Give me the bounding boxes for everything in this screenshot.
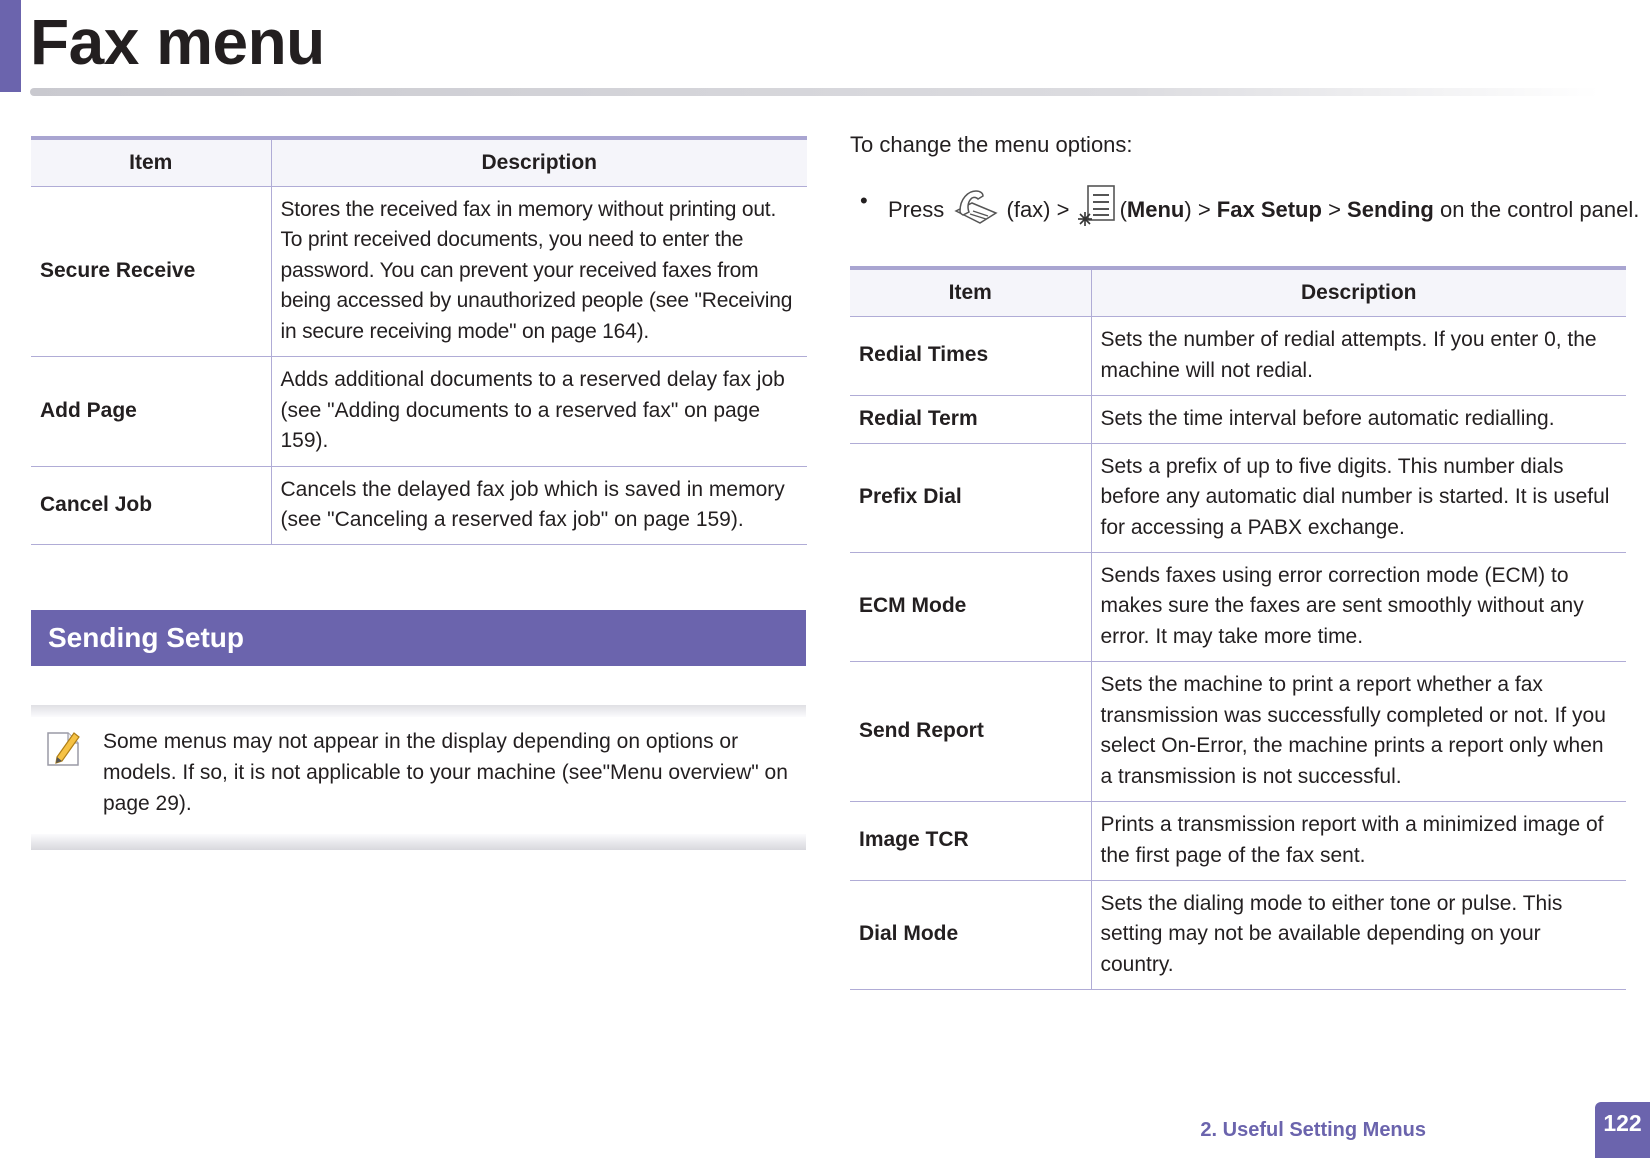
instruction-step — [850, 184, 1640, 230]
column-header-description: Description — [271, 138, 807, 186]
description-cell: Sets the time interval before automatic redialling. — [1091, 395, 1626, 443]
footer-chapter: 2. Useful Setting Menus — [1200, 1119, 1426, 1141]
note-text: Some menus may not appear in the display depending on options or models. If so, it is not applicable to your machine (see"Menu overview" on page 29). — [103, 730, 788, 815]
description-cell: Sets the number of redial attempts. If you enter 0, the machine will not redial. — [1091, 316, 1626, 395]
item-cell: Prefix Dial — [850, 443, 1091, 552]
page-number-box — [1595, 1102, 1650, 1158]
description-cell: Adds additional documents to a reserved delay fax job (see "Adding documents to a reserved fax" on page 159). — [271, 356, 807, 466]
menu-label: Menu — [1126, 196, 1185, 222]
table-row — [850, 801, 1626, 880]
item-cell: Redial Term — [850, 395, 1091, 443]
section-title: Sending Setup — [48, 622, 244, 653]
table-row — [850, 316, 1626, 395]
item-cell: Image TCR — [850, 801, 1091, 880]
column-header-item: Item — [31, 138, 271, 186]
bullet: • — [860, 188, 868, 213]
item-cell: Secure Receive — [31, 186, 271, 356]
page-number: 122 — [1603, 1110, 1642, 1136]
section-heading-bar — [31, 610, 806, 666]
press-label: Press — [888, 196, 945, 222]
item-cell: Send Report — [850, 661, 1091, 801]
item-cell: Redial Times — [850, 316, 1091, 395]
fax-label: (fax) > — [1006, 196, 1070, 222]
instructions-intro: To change the menu options: — [850, 132, 1133, 157]
table-row — [850, 661, 1626, 801]
table-row — [31, 466, 807, 544]
table-header-row — [31, 138, 807, 186]
note-pencil-icon — [44, 727, 84, 769]
fax-icon — [950, 185, 1000, 237]
menu-separator: ) > — [1184, 196, 1211, 222]
sending-setup-table — [850, 266, 1626, 990]
table-row — [850, 552, 1626, 661]
column-header-description: Description — [1091, 268, 1626, 316]
sending-label: Sending — [1347, 196, 1434, 222]
fax-setup-label: Fax Setup — [1216, 196, 1322, 222]
column-header-item: Item — [850, 268, 1091, 316]
table-row — [31, 186, 807, 356]
description-cell: Cancels the delayed fax job which is saved in memory (see "Canceling a reserved fax job" on page 159). — [271, 466, 807, 544]
note-top-border — [31, 705, 806, 717]
description-cell: Sends faxes using error correction mode (ECM) to makes sure the faxes are sent smoothly without any error. It may take more time. — [1091, 552, 1626, 661]
table-header-row — [850, 268, 1626, 316]
item-cell: Cancel Job — [31, 466, 271, 544]
item-cell: Dial Mode — [850, 880, 1091, 989]
menu-paren-open: ( — [1119, 196, 1127, 222]
table-row — [850, 395, 1626, 443]
instruction-text — [888, 184, 1639, 238]
table-row — [850, 443, 1626, 552]
title-rule — [30, 88, 1600, 96]
path-separator: > — [1328, 196, 1341, 222]
description-cell: Sets the dialing mode to either tone or pulse. This setting may not be available depending on your country. — [1091, 880, 1626, 989]
description-cell: Sets the machine to print a report whether a fax transmission was successfully completed or not. If you select On-Error, the machine prints a report only when a transmission is not successful. — [1091, 661, 1626, 801]
table-row — [850, 880, 1626, 989]
description-cell: Prints a transmission report with a minimized image of the first page of the fax sent. — [1091, 801, 1626, 880]
description-cell: Stores the received fax in memory without printing out. To print received documents, you need to enter the password. You can prevent your received faxes from being accessed by unauthorized people (see "Receiving in secure receiving mode" on page 164). — [271, 186, 807, 356]
menu-icon — [1076, 184, 1120, 238]
page-title: Fax menu — [30, 6, 325, 78]
item-cell: Add Page — [31, 356, 271, 466]
note-bottom-border — [31, 834, 806, 850]
title-accent-bar — [0, 0, 21, 92]
table-row — [31, 356, 807, 466]
fax-menu-table — [31, 136, 807, 545]
item-cell: ECM Mode — [850, 552, 1091, 661]
instruction-tail: on the control panel. — [1439, 196, 1640, 222]
description-cell: Sets a prefix of up to five digits. This number dials before any automatic dial number is started. It is useful for accessing a PABX exchange. — [1091, 443, 1626, 552]
